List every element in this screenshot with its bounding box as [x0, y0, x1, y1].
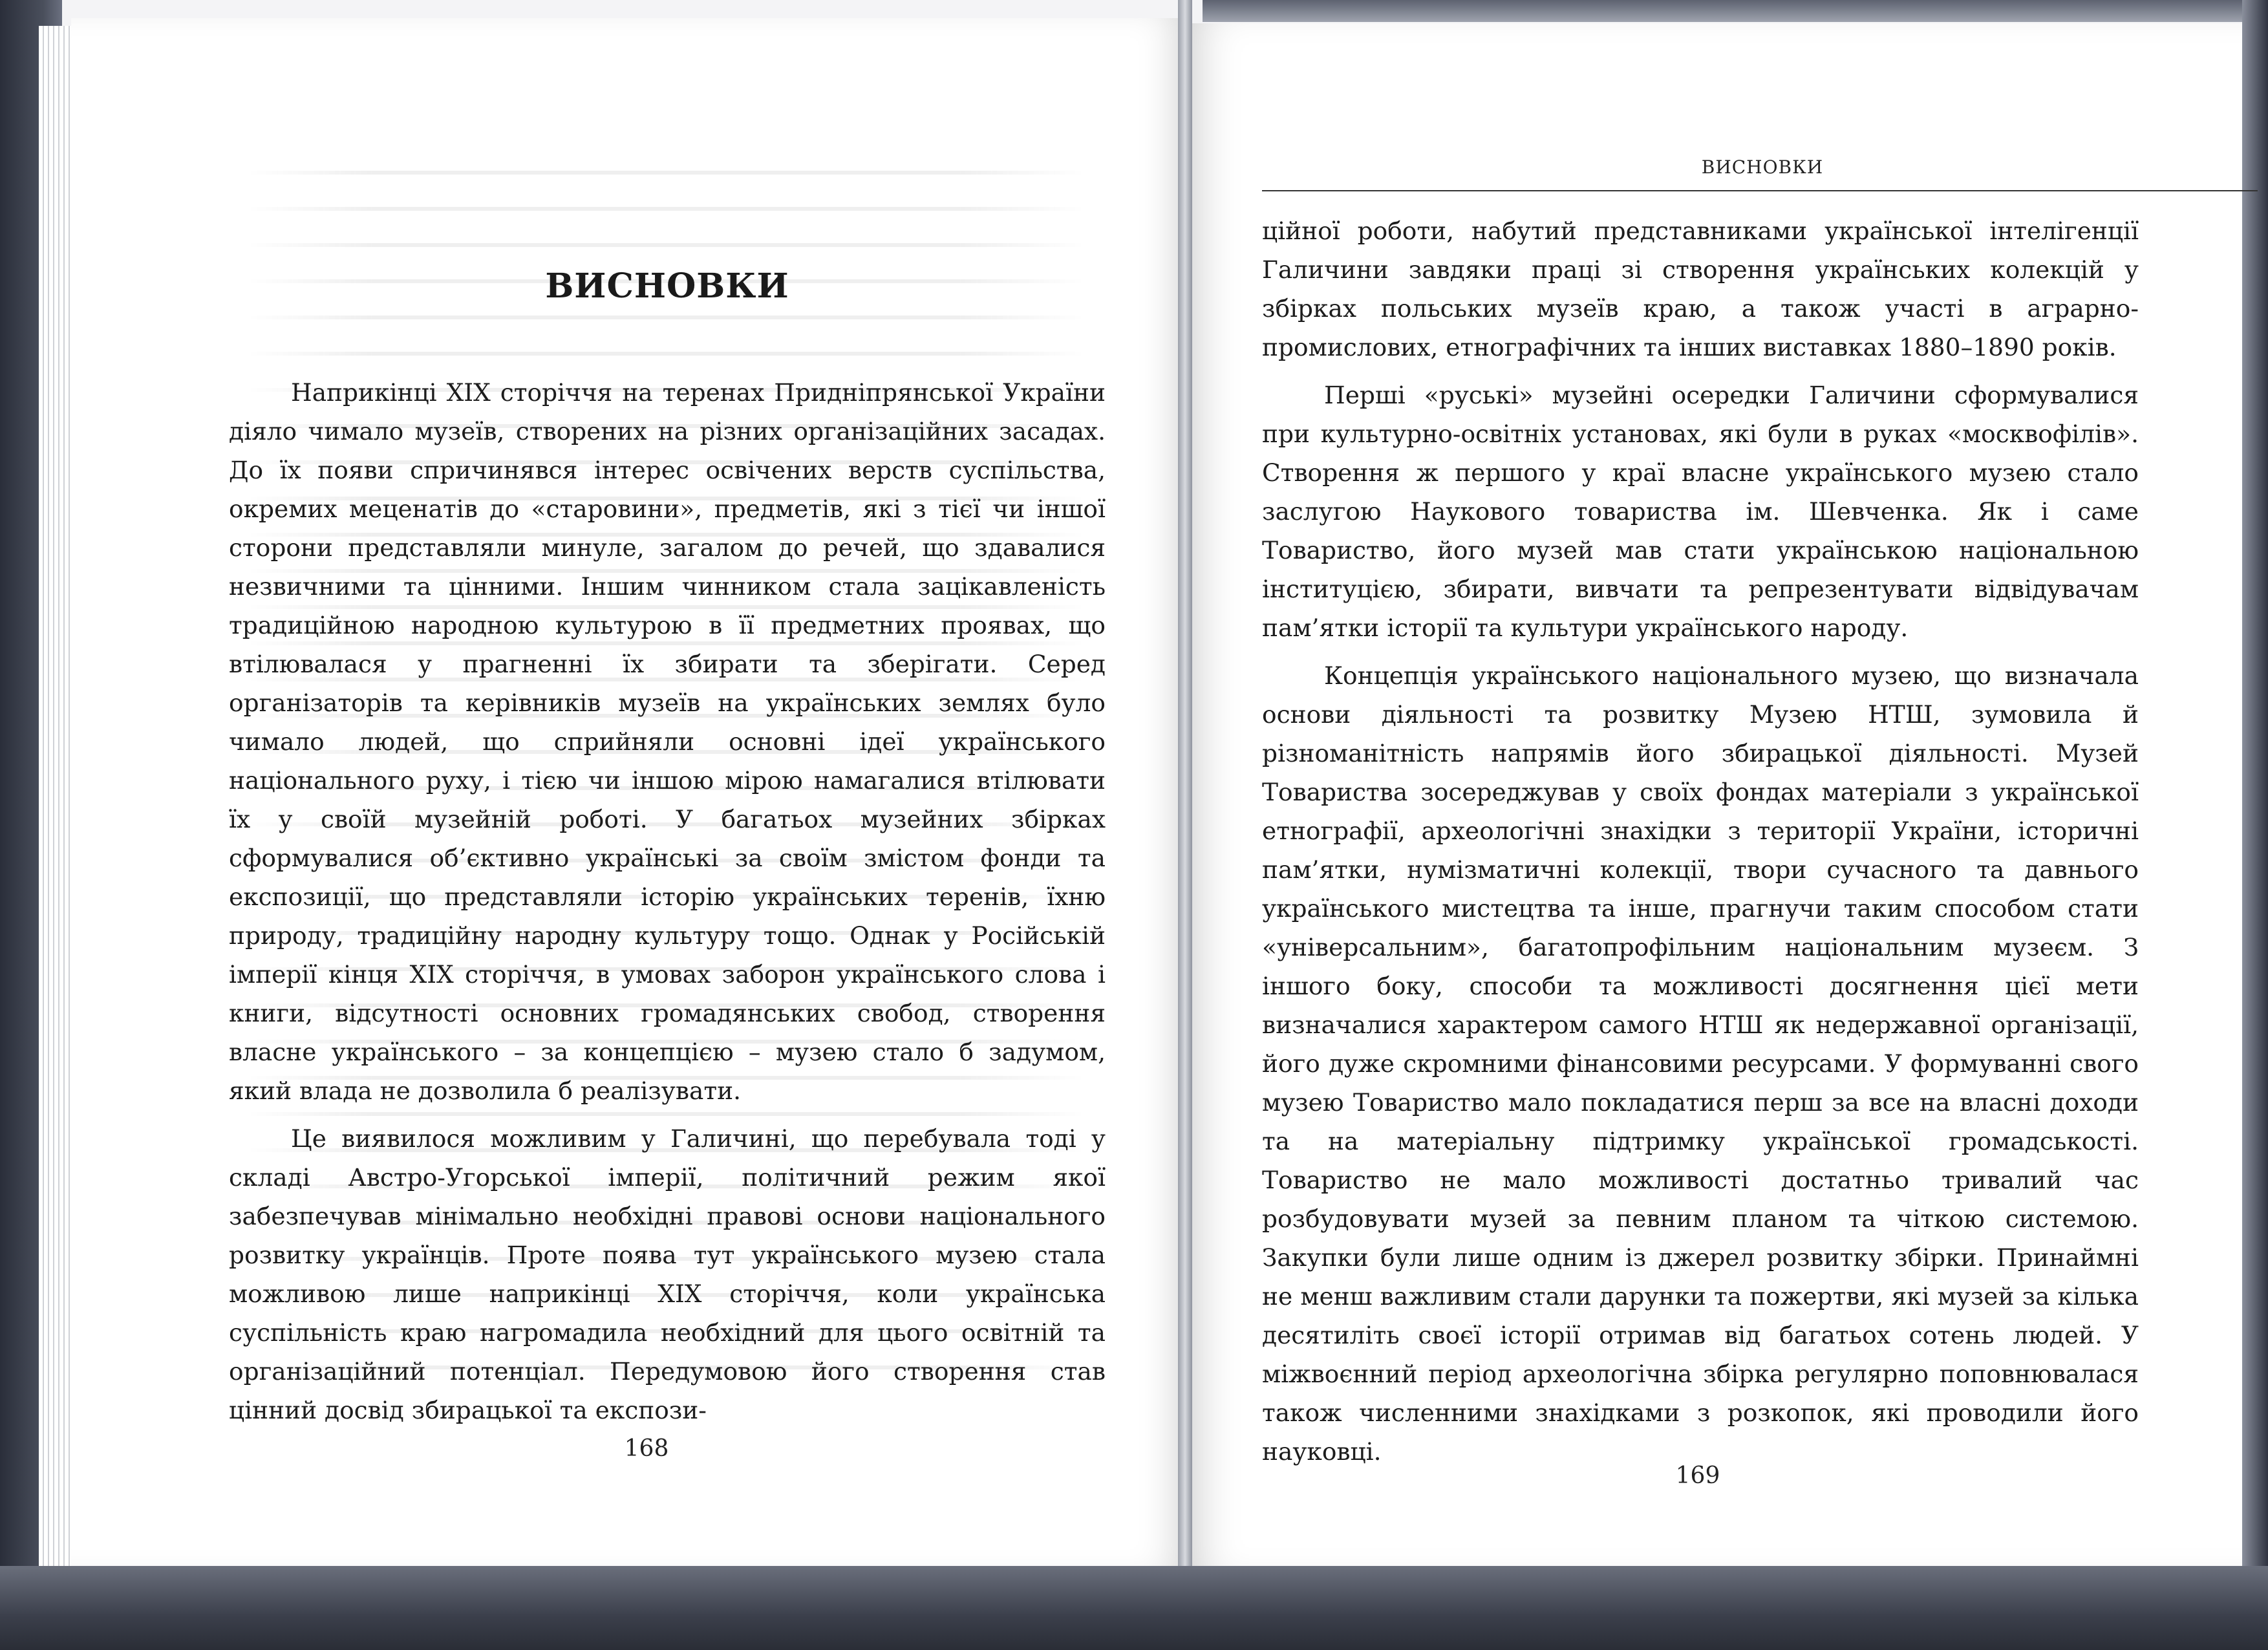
- book-cover-bottom-edge: [0, 1566, 2268, 1650]
- book-gutter: [1178, 0, 1192, 1571]
- paragraph: Це виявилося можливим у Галичині, що перебувала тоді у складі Австро-Угорської імперії, політичний режим якої забезпечував мінімально необхідні правові основи національного розвитку українців. Проте поява тут українського музею стала можливою лише наприкінці XIX сторіччя, коли українська суспільність краю нагромадила необхідний для цього освітній та організаційний потенціал. Передумовою його створення став цінний досвід збирацької та експози-: [229, 1124, 1106, 1424]
- paragraph: Концепція українського національного музею, що визначала основи діяльності та розвитку Музею НТШ, зумовила й різноманітність напрямів його збирацької діяльності. Музей Товариства зосереджував у своїх фондах матеріали з української етнографії, археологічні знахідки з території України, історичні пам’ятки, нумізматичні колекції, твори сучасного та давнього українського мистецтва та інше, прагнучи таким способом стати «універсальним», багатопрофільним національним музеєм. З іншого боку, способи та можливості досягнення цієї мети визначалися характером самого НТШ як недержавної організації, його дуже скромними фінансовими ресурсами. У формуванні свого музею Товариство мало покладатися перш за все на власні доходи та на матеріальну підтримку української громадськості. Товариство не мало можливості достатньо тривалий час розбудовувати музей за певним планом та чіткою системою. Закупки були лише одним із джерел розвитку збірки. Принаймні не менш важливим стали дарунки та пожертви, які музей за кілька десятиліть своєї історії отримав від багатьох сотень людей. У міжвоєнний період археологічна збірка регулярно поповнювалася також численними знахідками з розкопок, які проводили його науковці.: [1262, 661, 2139, 1466]
- book-cover-right-edge: [2242, 0, 2268, 1650]
- book-cover-top-edge: [1203, 0, 2268, 22]
- running-head: ВИСНОВКИ: [1701, 156, 1824, 178]
- paragraph: Наприкінці XIX сторіччя на теренах Придніпрянської України діяло чимало музеїв, створених на різних організаційних засадах. До їх появи спричинявся інтерес освічених верств суспільства, окремих меценатів до «старовини», предметів, які з тієї чи іншої сторони представляли минуле, загалом до речей, що здавалися незвичними та цінними. Іншим чинником стала зацікавленість традиційною народною культурою в її предметних проявах, що втілювалася у прагненні їх збирати та зберігати. Серед організаторів та керівників музеїв на українських землях було чимало людей, що сприйняли основні ідеї українського національного руху, і тією чи іншою мірою намагалися втілювати їх у своїй музейній роботі. У багатьох музейних збірках сформувалися об’єктивно українські за своїм змістом фонди та експозиції, що представляли історію українських теренів, їхню природу, традиційну народну культуру тощо. Однак у Російській імперії кінця XIX сторіччя, в умовах заборон українського слова і книги, відсутності основних громадянських свобод, створення власне українського – за концепцією – музею стало б задумом, який влада не дозволила б реалізувати.: [229, 378, 1106, 1105]
- paragraph: ційної роботи, набутий представниками української інтелігенції Галичини завдяки праці зі створення українських колекцій у збірках польських музеїв краю, а також участі в аграрно-промислових, етнографічних та інших виставках 1880–1890 років.: [1262, 217, 2139, 361]
- page-number-right: 169: [1675, 1462, 1720, 1489]
- running-head-rule: [1262, 190, 2258, 191]
- right-page-body: [1262, 211, 2139, 1471]
- chapter-title: ВИСНОВКИ: [545, 266, 789, 306]
- left-page-body: [229, 373, 1106, 1430]
- paragraph: Перші «руські» музейні осередки Галичини сформувалися при культурно-освітніх установах, які були в руках «москвофілів». Створення ж першого у краї власне українського музею стало заслугою Наукового товариства ім. Шевченка. Як і саме Товариство, його музей мав стати українською національною інституцією, збирати, вивчати та репрезентувати відвідувачам пам’ятки історії та культури українського народу.: [1262, 381, 2139, 642]
- page-number-left: 168: [624, 1435, 669, 1462]
